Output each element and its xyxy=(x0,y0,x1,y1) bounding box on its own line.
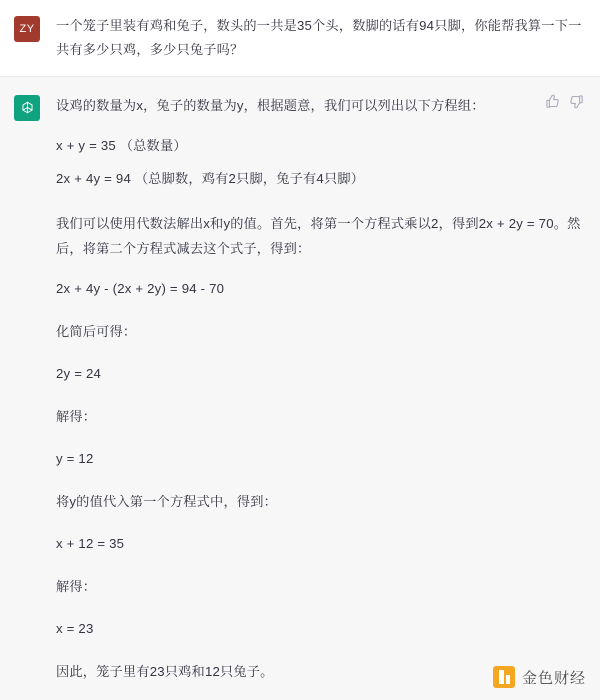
user-avatar-initials: ZY xyxy=(19,23,35,35)
watermark-text: 金色财经 xyxy=(521,669,586,687)
user-message-body xyxy=(56,14,582,62)
assistant-avatar xyxy=(14,95,40,121)
assistant-line: 解得： xyxy=(56,409,97,424)
user-message-text: 一个笼子里装有鸡和兔子，数头的一共是35个头，数脚的话有94只脚，你能帮我算一下一共有多少只鸡，多少只兔子吗？ xyxy=(56,18,582,57)
assistant-line: 我们可以使用代数法解出x和y的值。首先，将第一个方程式乘以2，得到2x + 2y = 70。然后，将第二个方程式减去这个式子，得到： xyxy=(56,216,581,256)
assistant-line: x + 12 = 35 xyxy=(56,536,125,551)
assistant-line: 因此，笼子里有23只鸡和12只兔子。 xyxy=(56,664,274,679)
assistant-line: 2y = 24 xyxy=(56,366,102,381)
assistant-line: y = 12 xyxy=(56,451,94,466)
user-message-turn xyxy=(0,0,600,77)
feedback-controls xyxy=(545,94,584,109)
assistant-message-turn xyxy=(0,77,600,700)
assistant-message-body xyxy=(56,93,582,682)
thumbs-down-icon[interactable] xyxy=(569,94,584,109)
jinse-logo-icon xyxy=(493,666,515,688)
assistant-line: 将y的值代入第一个方程式中，得到： xyxy=(56,494,277,509)
thumbs-up-icon[interactable] xyxy=(545,94,560,109)
assistant-line: x = 23 xyxy=(56,621,94,636)
assistant-line: 设鸡的数量为x，兔子的数量为y，根据题意，我们可以列出以下方程组： xyxy=(56,98,485,113)
openai-logo-icon xyxy=(19,100,36,117)
watermark xyxy=(493,666,586,688)
assistant-line: 化简后可得： xyxy=(56,324,137,339)
assistant-line: 解得： xyxy=(56,579,97,594)
assistant-line: 2x + 4y - (2x + 2y) = 94 - 70 xyxy=(56,281,225,296)
assistant-line: 2x + 4y = 94 （总脚数，鸡有2只脚，兔子有4只脚） xyxy=(56,171,365,186)
user-avatar xyxy=(14,16,40,42)
assistant-line: x + y = 35 （总数量） xyxy=(56,138,187,153)
